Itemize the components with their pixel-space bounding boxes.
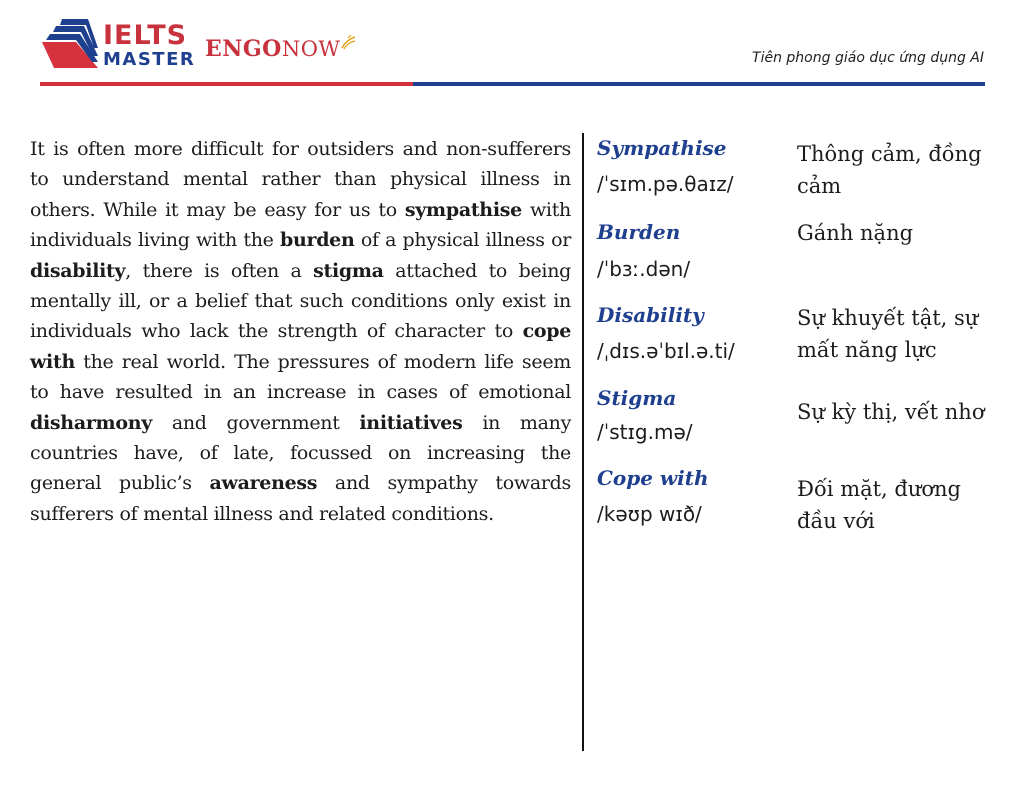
highlighted-term: sympathise bbox=[404, 198, 522, 221]
passage-text: and sympathy towards sufferers of mental illness and related conditions. bbox=[30, 472, 571, 525]
highlighted-term: stigma bbox=[313, 259, 384, 282]
vocab-word: Disability bbox=[597, 303, 704, 327]
vocab-meaning: Thông cảm, đồng cảm bbox=[797, 142, 982, 198]
passage-text: in many countries have, of late, focussed on increasing the general public’s bbox=[30, 411, 572, 495]
vocab-ipa: /kəʊp wɪð/ bbox=[597, 502, 702, 526]
vocab-ipa: /ˈbɜː.dən/ bbox=[597, 257, 691, 281]
highlighted-term: disharmony bbox=[30, 411, 152, 434]
vocab-meaning: Đối mặt, đương đầu với bbox=[797, 477, 961, 533]
book-logo-icon bbox=[40, 18, 100, 70]
passage-text: and government bbox=[151, 411, 360, 434]
logo-ielts-text: IELTS bbox=[103, 20, 188, 51]
vocab-ipa: /ˈstɪg.mə/ bbox=[597, 420, 693, 444]
vocab-meaning: Sự khuyết tật, sự mất năng lực bbox=[797, 306, 979, 362]
passage-text: with individuals living with the bbox=[30, 198, 571, 252]
vocab-word: Sympathise bbox=[597, 136, 727, 160]
vocab-ipa: /ˌdɪs.əˈbɪl.ə.ti/ bbox=[597, 339, 735, 363]
page-header bbox=[0, 0, 1024, 90]
vocab-ipa: /ˈsɪm.pə.θaɪz/ bbox=[597, 172, 734, 196]
header-rule-red bbox=[40, 82, 413, 86]
passage-text: the real world. The pressures of modern life seem to have resulted in an increase in cases of emotional bbox=[30, 350, 571, 404]
logo-master-text: MASTER bbox=[103, 49, 196, 70]
now-text: NOW bbox=[281, 37, 341, 61]
spark-icon bbox=[340, 34, 356, 50]
tagline: Tiên phong giáo dục ứng dụng AI bbox=[752, 50, 984, 66]
engo-text: ENGO bbox=[205, 36, 282, 62]
passage-text: , there is often a bbox=[125, 259, 314, 282]
highlighted-term: disability bbox=[30, 259, 126, 282]
vocab-meaning: Sự kỳ thị, vết nhơ bbox=[797, 400, 985, 424]
highlighted-term: initiatives bbox=[359, 411, 463, 434]
reading-passage bbox=[30, 134, 571, 529]
passage-text: of a physical illness or bbox=[354, 229, 571, 252]
column-divider bbox=[582, 133, 584, 751]
engonow-logo bbox=[205, 36, 341, 62]
ielts-master-logo bbox=[40, 18, 360, 74]
vocab-word: Cope with bbox=[597, 466, 709, 490]
header-rule-blue bbox=[413, 82, 985, 86]
highlighted-term: cope with bbox=[30, 320, 571, 373]
highlighted-term: burden bbox=[279, 229, 355, 252]
passage-text: It is often more difficult for outsiders and non-sufferers to understand mental rather than physical illness in others. While it may be easy for us to bbox=[30, 138, 571, 221]
vocab-word: Stigma bbox=[597, 386, 677, 410]
vocab-meaning: Gánh nặng bbox=[797, 221, 914, 245]
highlighted-term: awareness bbox=[209, 472, 318, 495]
vocab-word: Burden bbox=[597, 220, 681, 244]
passage-text: attached to being mentally ill, or a belief that such conditions only exist in individuals who lack the strength of character to bbox=[30, 259, 571, 343]
